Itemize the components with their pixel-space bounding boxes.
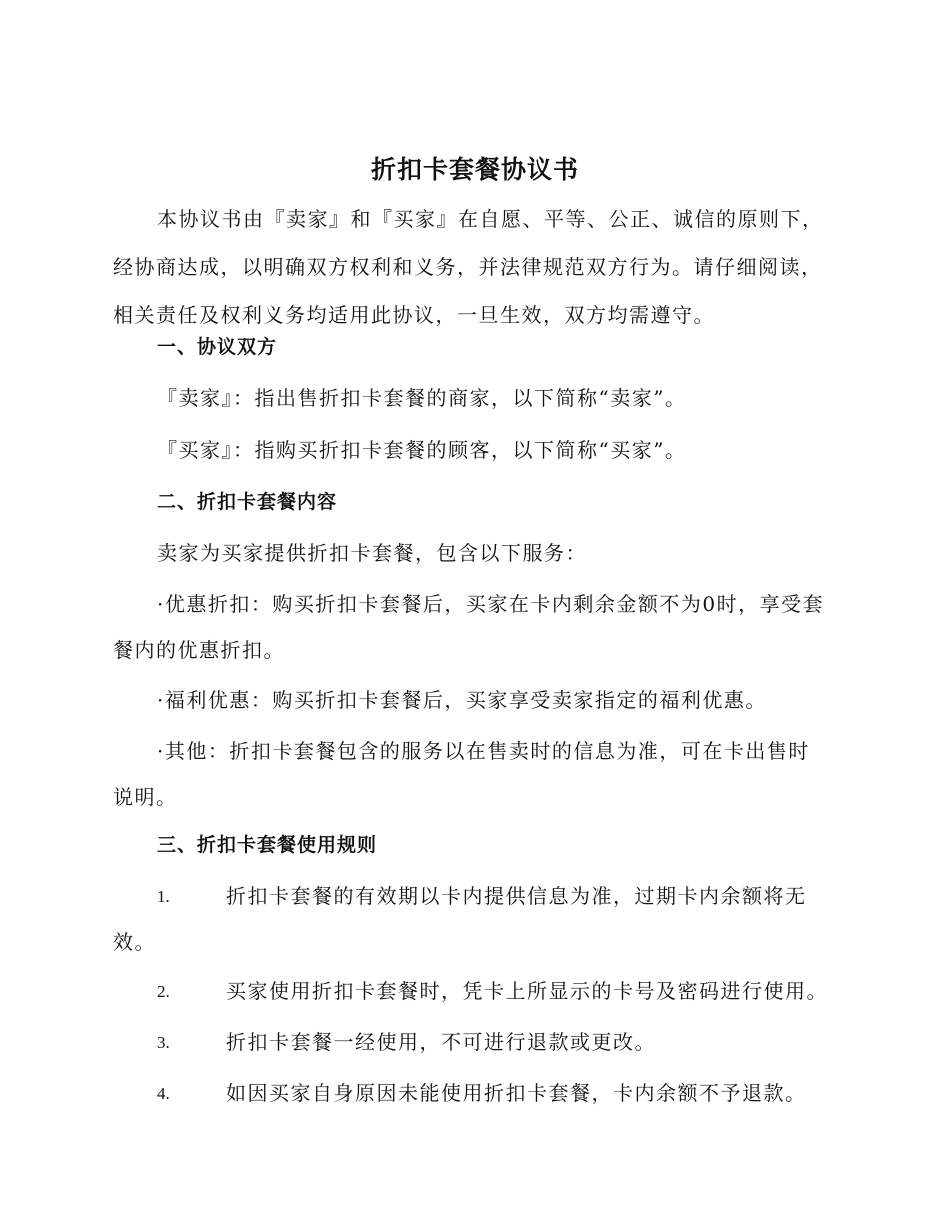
bullet-item-discount: ·优惠折扣：购买折扣卡套餐后，买家在卡内剩余金额不为0时，享受套餐内的优惠折扣。 <box>113 592 825 662</box>
party-buyer-line: 『买家』：指购买折扣卡套餐的顾客，以下简称“买家”。 <box>157 438 687 462</box>
party-seller-line: 『卖家』：指出售折扣卡套餐的商家，以下简称“卖家”。 <box>157 386 687 410</box>
rule-text-1: 折扣卡套餐的有效期以卡内提供信息为准，过期卡内余额将无效。 <box>113 884 807 954</box>
document-title: 折扣卡套餐协议书 <box>370 155 579 184</box>
rule-number-1: 1. <box>157 887 170 906</box>
section-heading-parties: 一、协议双方 <box>157 336 278 358</box>
intro-paragraph: 本协议书由『卖家』和『买家』在自愿、平等、公正、诚信的原则下，经协商达成，以明确双方权利和义务，并法律规范双方行为。请仔细阅读，相关责任及权利义务均适用此协议，一旦生效，双方均需遵守。 <box>113 207 824 327</box>
bullet-item-other: ·其他：折扣卡套餐包含的服务以在售卖时的信息为准，可在卡出售时说明。 <box>113 739 810 809</box>
section-heading-rules: 三、折扣卡套餐使用规则 <box>157 834 378 856</box>
rule-number-4: 4. <box>157 1084 170 1103</box>
section-heading-contents: 二、折扣卡套餐内容 <box>157 491 338 513</box>
rule-text-4: 如因买家自身原因未能使用折扣卡套餐，卡内余额不予退款。 <box>226 1081 807 1105</box>
contents-intro-line: 卖家为买家提供折扣卡套餐，包含以下服务： <box>157 541 587 565</box>
bullet-item-benefit: ·福利优惠：购买折扣卡套餐后，买家享受卖家指定的福利优惠。 <box>157 688 767 712</box>
rule-number-3: 3. <box>157 1033 170 1052</box>
rule-text-3: 折扣卡套餐一经使用，不可进行退款或更改。 <box>226 1030 656 1054</box>
rule-number-2: 2. <box>157 982 170 1001</box>
rule-text-2: 买家使用折扣卡套餐时，凭卡上所显示的卡号及密码进行使用。 <box>226 979 828 1003</box>
